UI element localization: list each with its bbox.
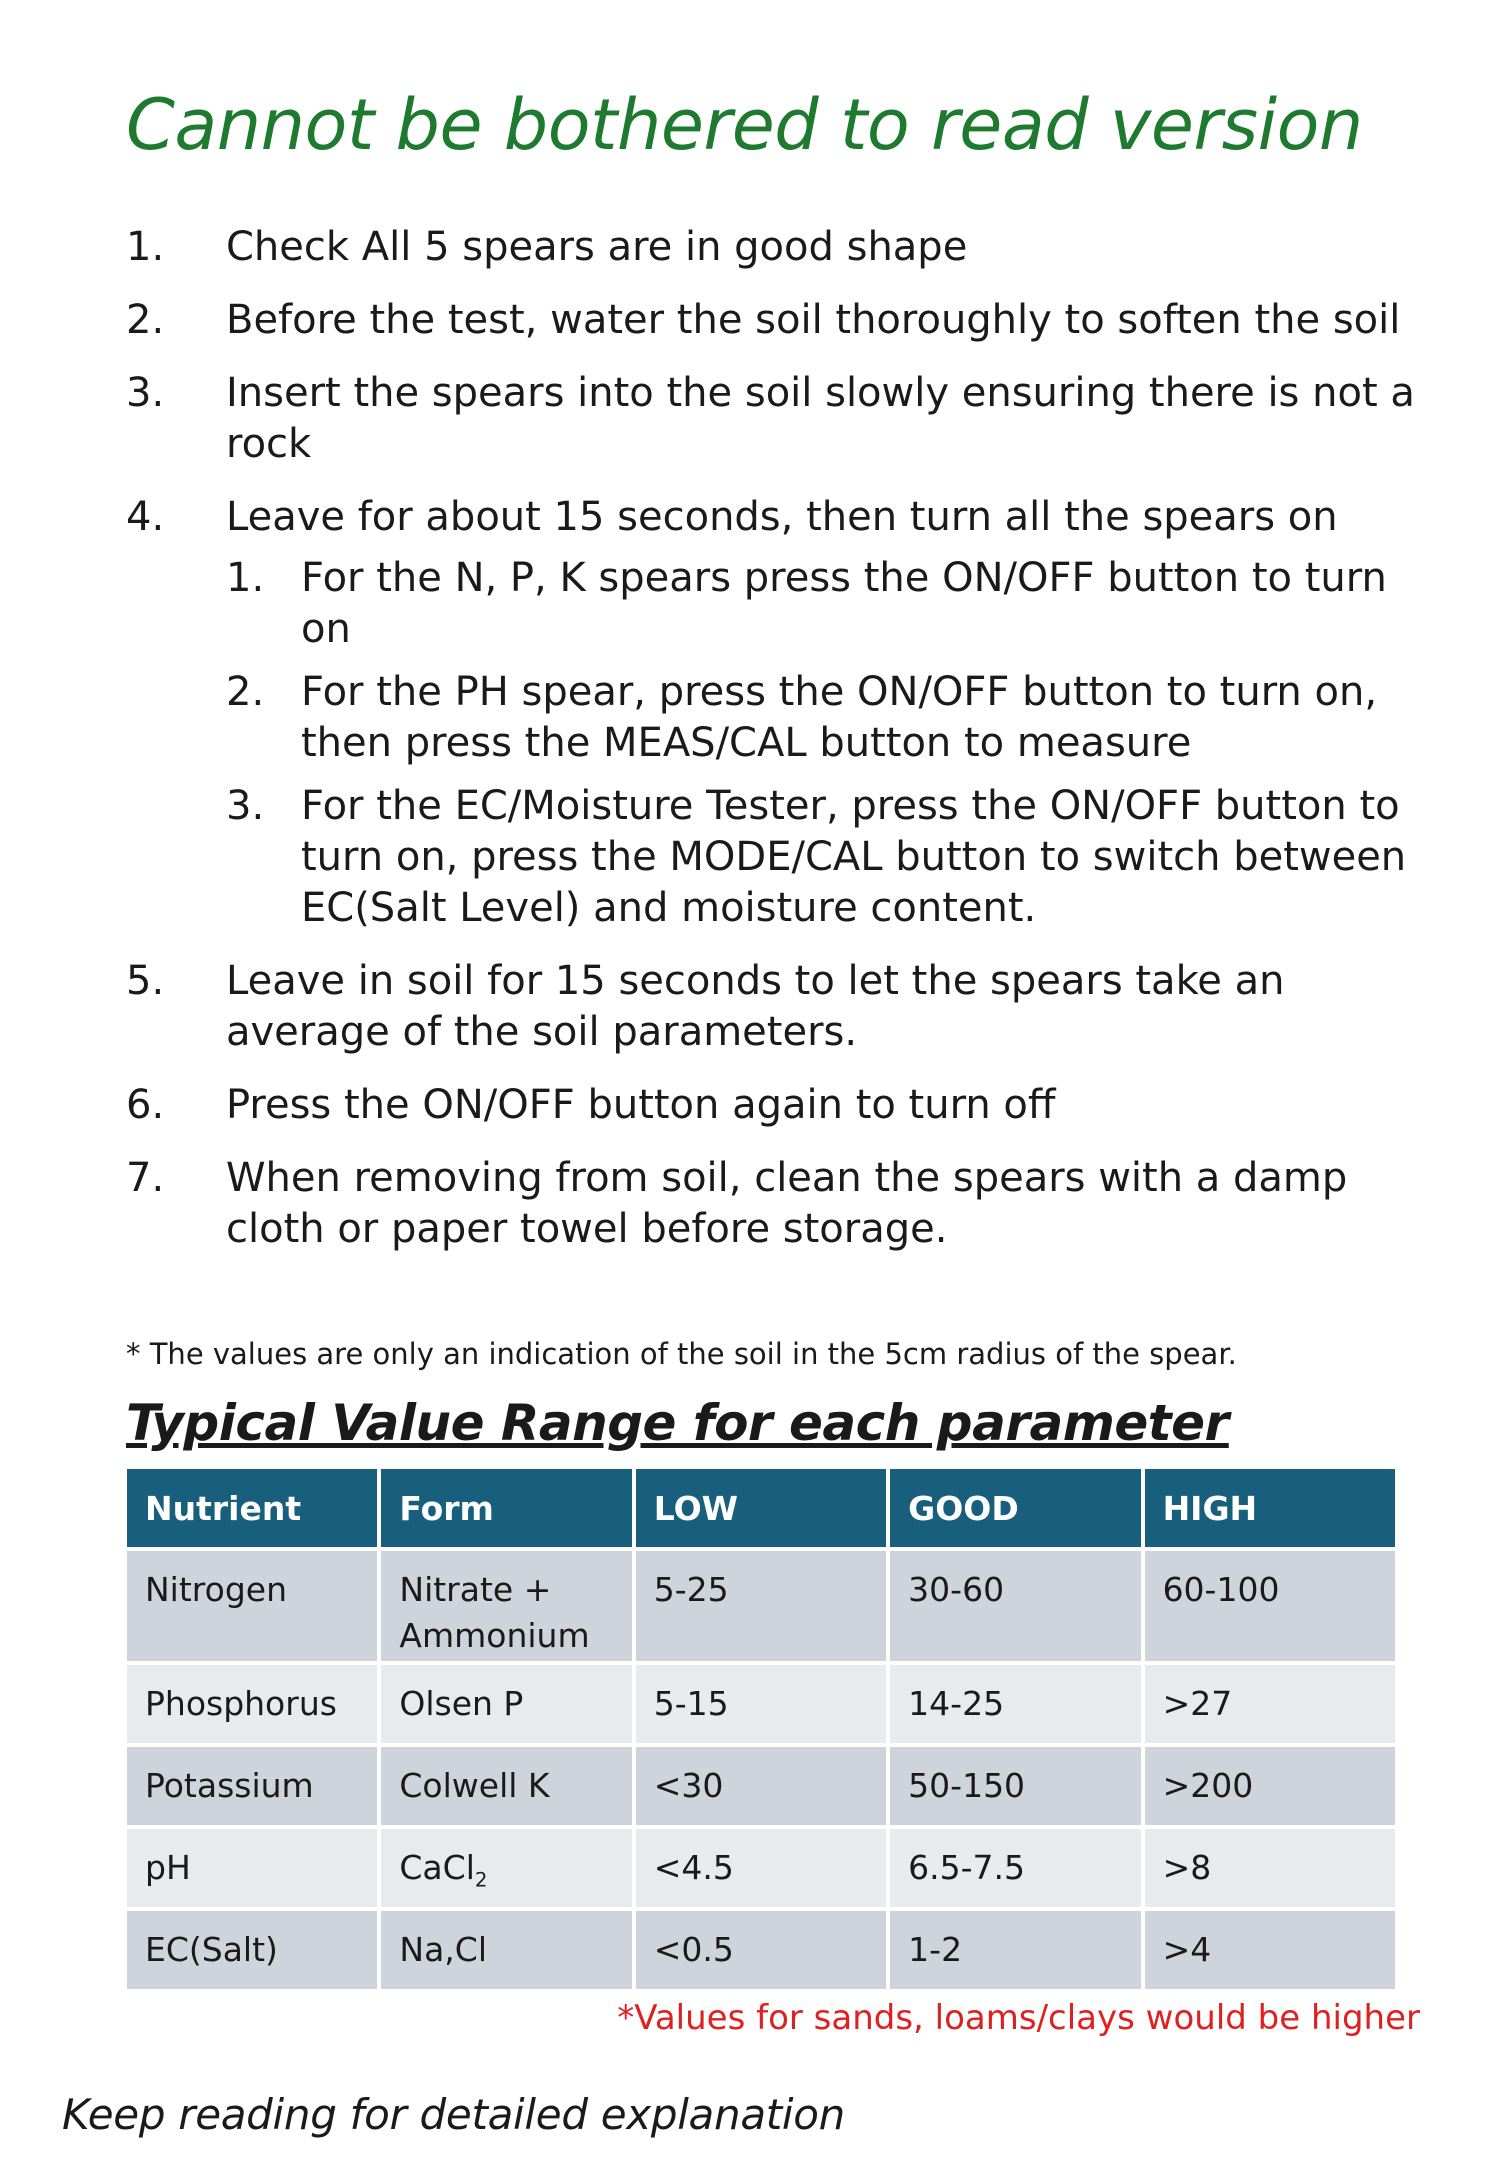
step-7	[126, 1153, 1426, 1255]
substep-1	[226, 553, 1426, 655]
cell-low: <30	[636, 1747, 886, 1825]
step-number: 7.	[126, 1155, 165, 1201]
step-text: Leave in soil for 15 seconds to let the spears take an average of the soil parameters.	[226, 958, 1285, 1055]
cell-low: 5-25	[636, 1551, 886, 1661]
form-subscript: 2	[474, 1868, 488, 1892]
table-row	[127, 1911, 1395, 1989]
form-text: CaCl	[399, 1848, 475, 1887]
substep-3	[226, 781, 1426, 934]
keep-reading-note: Keep reading for detailed explanation	[62, 2090, 846, 2139]
substep-text: For the PH spear, press the ON/OFF button to turn on, then press the MEAS/CAL button to measure	[301, 669, 1378, 766]
step-2	[126, 295, 1426, 346]
value-range-table	[123, 1465, 1399, 1993]
table-row	[127, 1829, 1395, 1907]
cell-good: 1-2	[890, 1911, 1140, 1989]
step-1	[126, 222, 1426, 273]
cell-form: Nitrate + Ammonium	[381, 1551, 631, 1661]
header-form: Form	[381, 1469, 631, 1547]
steps-list	[126, 222, 1426, 1277]
cell-nutrient: pH	[127, 1829, 377, 1907]
table-row	[127, 1551, 1395, 1661]
table-title: Typical Value Range for each parameter	[126, 1394, 1229, 1452]
step-text: Press the ON/OFF button again to turn off	[226, 1082, 1056, 1128]
substep-text: For the EC/Moisture Tester, press the ON/OFF button to turn on, press the MODE/CAL button to switch between EC(Salt Level) and moisture content.	[301, 783, 1407, 931]
cell-form: Olsen P	[381, 1665, 631, 1743]
substep-2	[226, 667, 1426, 769]
substep-number: 3.	[226, 783, 265, 829]
cell-good: 30-60	[890, 1551, 1140, 1661]
soil-type-note: *Values for sands, loams/clays would be higher	[617, 1998, 1420, 2038]
cell-low: 5-15	[636, 1665, 886, 1743]
cell-high: 60-100	[1145, 1551, 1395, 1661]
step-text: Before the test, water the soil thoroughly to soften the soil	[226, 297, 1401, 343]
cell-high: >27	[1145, 1665, 1395, 1743]
table-header-row	[127, 1469, 1395, 1547]
step-text: When removing from soil, clean the spears with a damp cloth or paper towel before storage.	[226, 1155, 1348, 1252]
step-number: 1.	[126, 224, 165, 270]
cell-nutrient: Phosphorus	[127, 1665, 377, 1743]
cell-nutrient: Potassium	[127, 1747, 377, 1825]
header-high: HIGH	[1145, 1469, 1395, 1547]
step-6	[126, 1080, 1426, 1131]
cell-form: Na,Cl	[381, 1911, 631, 1989]
cell-low: <0.5	[636, 1911, 886, 1989]
substep-text: For the N, P, K spears press the ON/OFF button to turn on	[301, 555, 1387, 652]
header-good: GOOD	[890, 1469, 1140, 1547]
step-number: 3.	[126, 370, 165, 416]
cell-good: 14-25	[890, 1665, 1140, 1743]
step-4	[126, 492, 1426, 934]
step-text: Leave for about 15 seconds, then turn all the spears on	[226, 494, 1338, 540]
substep-number: 1.	[226, 555, 265, 601]
cell-form	[381, 1829, 631, 1907]
substep-number: 2.	[226, 669, 265, 715]
page-title: Cannot be bothered to read version	[126, 84, 1363, 166]
step-text: Insert the spears into the soil slowly ensuring there is not a rock	[226, 370, 1415, 467]
header-low: LOW	[636, 1469, 886, 1547]
values-note: * The values are only an indication of the soil in the 5cm radius of the spear.	[126, 1337, 1237, 1371]
cell-high: >8	[1145, 1829, 1395, 1907]
substeps-list	[226, 553, 1426, 934]
step-5	[126, 956, 1426, 1058]
table-row	[127, 1747, 1395, 1825]
step-number: 6.	[126, 1082, 165, 1128]
cell-low: <4.5	[636, 1829, 886, 1907]
header-nutrient: Nutrient	[127, 1469, 377, 1547]
step-3	[126, 368, 1426, 470]
step-number: 5.	[126, 958, 165, 1004]
step-number: 2.	[126, 297, 165, 343]
cell-high: >4	[1145, 1911, 1395, 1989]
cell-nutrient: Nitrogen	[127, 1551, 377, 1661]
step-number: 4.	[126, 494, 165, 540]
table-row	[127, 1665, 1395, 1743]
cell-nutrient: EC(Salt)	[127, 1911, 377, 1989]
cell-form: Colwell K	[381, 1747, 631, 1825]
cell-high: >200	[1145, 1747, 1395, 1825]
cell-good: 50-150	[890, 1747, 1140, 1825]
step-text: Check All 5 spears are in good shape	[226, 224, 968, 270]
cell-good: 6.5-7.5	[890, 1829, 1140, 1907]
